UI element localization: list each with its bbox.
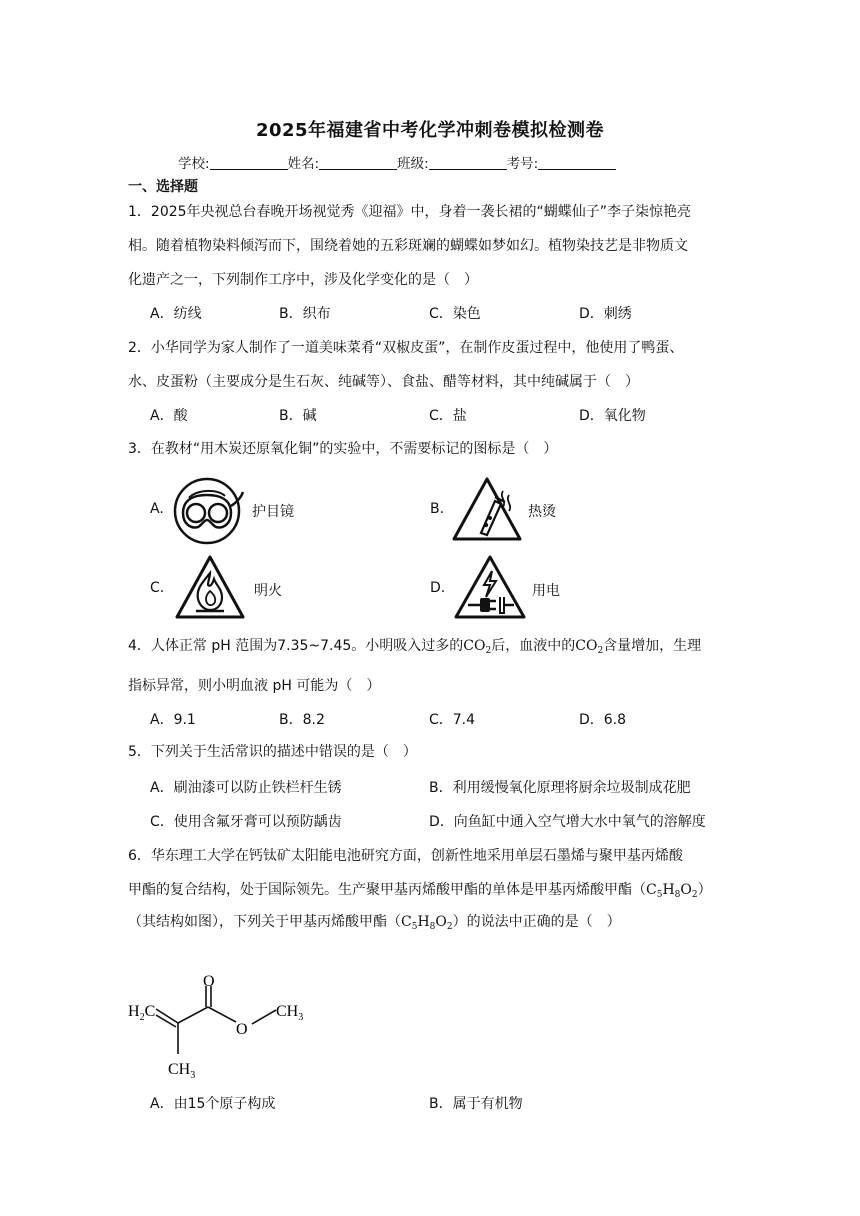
q1-option-a[interactable]: A．纺线 [150,306,202,322]
q4-option-a[interactable]: A．9.1 [150,712,196,728]
q5-line1: 5．下列关于生活常识的描述中错误的是（ ） [128,744,417,760]
structure-h2c-label: $H_2C$ [128,1003,156,1023]
formula-o: O [680,882,692,898]
formula-c-count: 5 [411,922,418,932]
q5-option-d[interactable]: D．向鱼缸中通入空气增大水中氧气的溶解度 [429,814,706,830]
structure-carbonyl-o: O [203,974,215,990]
class-label: 班级: [397,156,429,172]
electricity-icon [452,553,528,621]
q2-line1: 2．小华同学为家人制作了一道美味菜肴“双椒皮蛋”，在制作皮蛋过程中，他使用了鸭蛋、 [128,340,684,356]
formula-c: C [401,914,412,930]
co2-formula [575,638,603,654]
q6-line1: 6．华东理工大学在钙钛矿太阳能电池研究方面，创新性地采用单层石墨烯与聚甲基丙烯酸 [128,848,683,864]
q4-line1 [128,636,701,661]
class-blank[interactable] [429,155,507,170]
q3-line1: 3．在教材“用木炭还原氧化铜”的实验中，不需要标记的图标是（ ） [128,441,558,457]
formula-c: C [646,882,657,898]
q2-option-d[interactable]: D．氧化物 [579,408,646,424]
q4-option-d[interactable]: D．6.8 [579,712,627,728]
goggles-icon [173,476,245,546]
page-title: 2025年福建省中考化学冲刺卷模拟检测卷 [255,120,605,141]
q6-option-b[interactable]: B．属于有机物 [429,1096,523,1112]
q5-option-b[interactable]: B．利用缓慢氧化原理将厨余垃圾制成花肥 [429,780,691,796]
q3-option-c-label: 明火 [254,583,282,599]
q3-option-c-letter[interactable]: C. [150,580,165,596]
q1-line1: 1．2025年央视总台春晚开场视觉秀《迎福》中，身着一袭长裙的“蝴蝶仙子”李子柒惊艳亮 [128,204,692,220]
q5-option-a[interactable]: A．刷油漆可以防止铁栏杆生锈 [150,780,342,796]
section-heading: 一、选择题 [128,179,198,195]
q4-option-b[interactable]: B．8.2 [279,712,325,728]
formula-h: H [417,914,430,930]
formula-h-count: 8 [674,890,681,900]
q6-line3 [128,912,621,937]
formula-o-count: 2 [691,890,698,900]
q2-line2: 水、皮蛋粉（主要成分是生石灰、纯碱等）、食盐、醋等材料，其中纯碱属于（ ） [128,374,639,390]
name-blank[interactable] [319,155,397,170]
q5-option-c[interactable]: C．使用含氟牙膏可以预防龋齿 [150,814,342,830]
q6-line2-text: 甲酯的复合结构，处于国际领先。生产聚甲基丙烯酸甲酯的单体是甲基丙烯酸甲酯（ [128,882,646,898]
formula-o: O [435,914,447,930]
exam-no-label: 考号: [506,156,539,172]
hot-surface-icon [451,475,523,543]
q1-line2: 相。随着植物染料倾泻而下，围绕着她的五彩斑斓的蝴蝶如梦如幻。植物染技艺是非物质文 [128,238,688,254]
exam-no-blank[interactable] [538,155,616,170]
structure-ch3-right: $CH_3$ [276,1003,304,1023]
q4-line1-part-a: 4．人体正常 pH 范围为7.35~7.45。小明吸入过多的 [128,638,464,654]
formula-c-count: 5 [656,890,663,900]
co2-sub: 2 [597,646,604,656]
q4-option-c[interactable]: C．7.4 [429,712,476,728]
q6-line3-part-a: （其结构如图），下列关于甲基丙烯酸甲酯（ [128,914,401,930]
structure-ester-o: O [236,1021,248,1038]
formula-h-count: 8 [429,922,436,932]
q1-option-c[interactable]: C．染色 [429,306,481,322]
q6-option-a[interactable]: A．由15个原子构成 [150,1096,276,1112]
open-flame-icon [174,553,246,621]
q3-option-d-letter[interactable]: D. [430,580,446,596]
student-info-line [178,152,616,172]
co2-main: CO [463,638,486,654]
school-blank[interactable] [210,155,288,170]
q3-option-b-letter[interactable]: B. [430,501,445,517]
q1-line3: 化遗产之一，下列制作工序中，涉及化学变化的是（ ） [128,272,478,288]
q2-option-a[interactable]: A．酸 [150,408,188,424]
q3-option-d-label: 用电 [532,583,560,599]
q6-line2 [128,880,712,905]
co2-sub: 2 [485,646,492,656]
co2-formula [463,638,491,654]
q4-line1-part-b: 后，血液中的 [491,638,576,654]
name-label: 姓名: [287,156,320,172]
c5h8o2-formula [646,882,698,898]
structure-ch3-bottom: $CH_3$ [168,1061,196,1081]
q3-option-a-label: 护目镜 [252,504,294,520]
q3-option-a-letter[interactable]: A. [150,501,164,517]
q1-option-d[interactable]: D．刺绣 [579,306,632,322]
q6-line3-part-b: ）的说法中正确的是（ ） [452,914,621,930]
q2-option-c[interactable]: C．盐 [429,408,467,424]
co2-main: CO [575,638,598,654]
q3-option-b-label: 热烫 [528,504,556,520]
q2-option-b[interactable]: B．碱 [279,408,317,424]
c5h8o2-formula [401,914,453,930]
methyl-methacrylate-structure [126,974,326,1082]
q4-line2: 指标异常，则小明血液 pH 可能为（ ） [128,678,381,694]
formula-o-count: 2 [446,922,453,932]
q1-option-b[interactable]: B．织布 [279,306,331,322]
q4-line1-part-c: 含量增加，生理 [603,638,702,654]
formula-h: H [662,882,675,898]
q6-line2-close: ） [697,882,712,898]
school-label: 学校: [178,156,210,172]
